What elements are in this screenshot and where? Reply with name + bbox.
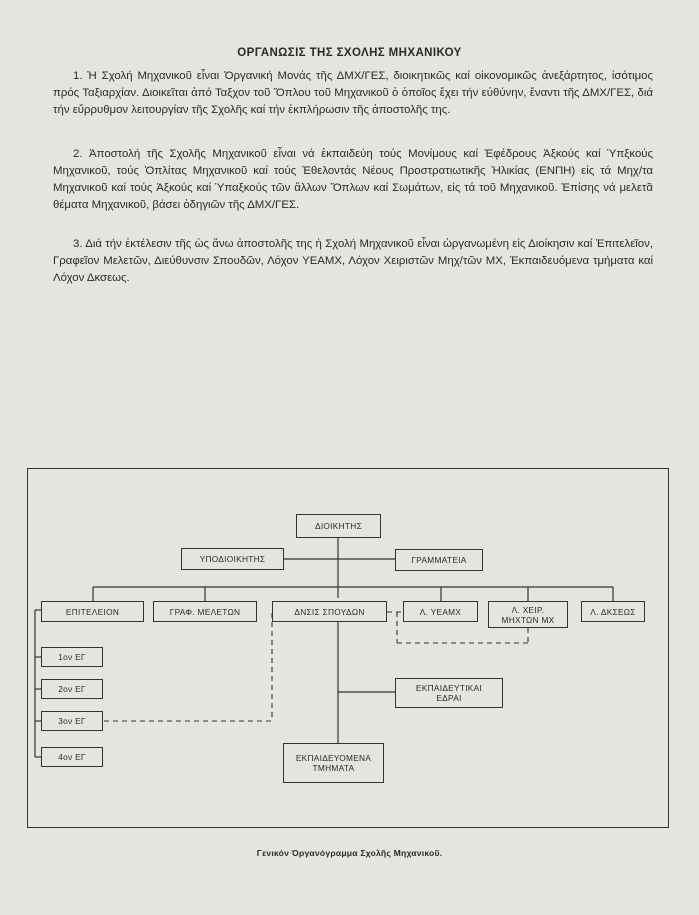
secretariat-box: ΓΡΑΜΜΑΤΕΙΑ bbox=[395, 549, 483, 571]
training-units-box: ΕΚΠΑΙΔΕΥΟΜΕΝΑ ΤΜΗΜΑΤΑ bbox=[283, 743, 384, 783]
training-chairs-box: ΕΚΠΑΙΔΕΥΤΙΚΑΙ ΕΔΡΑΙ bbox=[395, 678, 503, 708]
company-yeamx-box: Λ. ΥΕΑΜΧ bbox=[403, 601, 478, 622]
commander-box: ΔΙΟΙΚΗΤΗΣ bbox=[296, 514, 381, 538]
document-title: ΟΡΓΑΝΩΣΙΣ ΤΗΣ ΣΧΟΛΗΣ ΜΗΧΑΝΙΚΟΥ bbox=[237, 47, 462, 59]
company-operators-box: Λ. ΧΕΙΡ. ΜΗΧΤΩΝ ΜΧ bbox=[488, 601, 568, 628]
paragraph-3: 3. Διά τήν ἐκτέλεσιν τῆς ὡς ἄνω ἀποστολῆς της ἡ Σχολή Μηχανικοῦ εἶναι ὠργανωμένη εἰς Διοίκησιν καί Ἐπιτελεῖον, Γραφεῖον Μελετῶν, Διεύθυνσιν Σπουδῶν, Λόχον ΥΕΑΜΧ, Λόχον Χειριστῶν Μηχ/τῶν ΜΧ, Ἐκπαιδευόμενα τμήματα καί Λόχον Δκσεως. bbox=[53, 238, 653, 284]
staff-office-2-box: 2ον ΕΓ bbox=[41, 679, 103, 699]
deputy-commander-box: ΥΠΟΔΙΟΙΚΗΤΗΣ bbox=[181, 548, 284, 570]
paragraph-2: 2. Ἀποστολή τῆς Σχολῆς Μηχανικοῦ εἶναι νά ἐκπαιδεύη τούς Μονίμους καί Ἐφέδρους Ἀξκούς καί Ὑπξκούς Μηχανικοῦ, τούς Ὁπλίτας Μηχανικοῦ καί τούς Ἐθελοντάς Νέους Προστρατιωτικῆς Ἡλικίας (ΕΝΠΗ) εἰς τά Μηχ/τα Μηχανικοῦ καί τούς Ἀξκούς καί Ὑπαξκούς τῶν ἄλλων Ὅπλων καί Σωμάτων, εἰς τά τοῦ Μηχανικοῦ. Ἐπίσης νά μελετᾶ θέματα Μηχανικοῦ, βάσει ὁδηγιῶν τῆς ΔΜΧ/ΓΕΣ. bbox=[53, 148, 653, 211]
studies-office-box: ΓΡΑΦ. ΜΕΛΕΤΩΝ bbox=[153, 601, 257, 622]
studies-directorate-box: ΔΝΣΙΣ ΣΠΟΥΔΩΝ bbox=[272, 601, 387, 622]
staff-office-3-box: 3ον ΕΓ bbox=[41, 711, 103, 731]
company-dkseos-box: Λ. ΔΚΣΕΩΣ bbox=[581, 601, 645, 622]
staff-box: ΕΠΙΤΕΛΕΙΟΝ bbox=[41, 601, 144, 622]
staff-office-1-box: 1ον ΕΓ bbox=[41, 647, 103, 667]
paragraph-1: 1. Ἡ Σχολή Μηχανικοῦ εἶναι Ὀργανική Μονάς τῆς ΔΜΧ/ΓΕΣ, διοικητικῶς καί οἰκονομικῶς ἀνεξάρτητος, ἰσότιμος πρός Ταξιαρχίαν. Διοικεῖται ἀπό Ταξχον τοῦ Ὅπλου τοῦ Μηχανικοῦ ὁ ὁποῖος ἔχει τήν εὐθύνην, ἔναντι τῆς ΔΜΧ/ΓΕΣ, διά τήν εὔρρυθμον λειτουργίαν τῆς Σχολῆς καί τήν ἐκπλήρωσιν τῆς ἀποστολῆς της. bbox=[53, 70, 653, 116]
chart-caption: Γενικόν Ὀργανόγραμμα Σχολῆς Μηχανικοῦ. bbox=[256, 848, 443, 858]
staff-office-4-box: 4ον ΕΓ bbox=[41, 747, 103, 767]
